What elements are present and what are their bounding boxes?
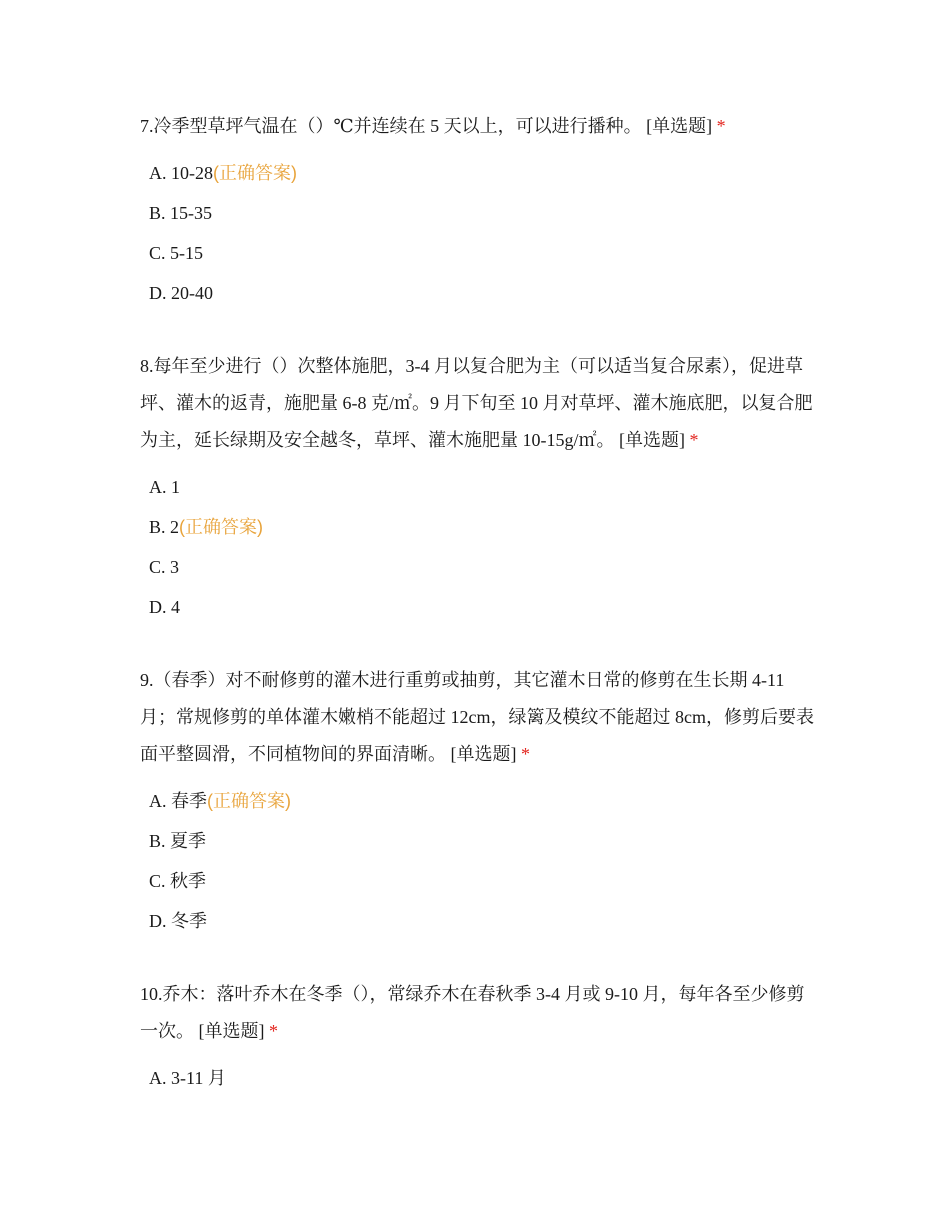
option-label: A. 10-28 [149, 163, 213, 183]
question-8-options [140, 467, 820, 627]
correct-answer-tag: (正确答案) [207, 791, 291, 811]
option-10-a[interactable] [149, 1058, 820, 1098]
question-10-text: 10.乔木：落叶乔木在冬季（），常绿乔木在春秋季 3-4 月或 9-10 月，每年各至少修剪一次。 [140, 984, 805, 1041]
question-9 [140, 662, 820, 941]
option-label: C. 3 [149, 557, 180, 577]
question-10-type: [单选题] [198, 1021, 265, 1041]
required-mark: * [521, 744, 530, 764]
question-7-options [140, 153, 820, 313]
option-label: B. 15-35 [149, 203, 212, 223]
option-7-a[interactable] [149, 153, 820, 193]
question-10 [140, 976, 820, 1098]
question-10-title [140, 976, 820, 1050]
required-mark: * [269, 1021, 278, 1041]
option-label: A. 春季 [149, 791, 207, 811]
option-label: A. 3-11 月 [149, 1068, 226, 1088]
survey-page [140, 108, 820, 1098]
question-8 [140, 348, 820, 627]
option-8-a[interactable] [149, 467, 820, 507]
option-7-b[interactable] [149, 193, 820, 233]
option-label: D. 20-40 [149, 283, 213, 303]
question-7-title [140, 108, 820, 145]
question-8-text: 8.每年至少进行（）次整体施肥，3-4 月以复合肥为主（可以适当复合尿素），促进草坪、灌木的返青，施肥量 6-8 克/㎡。9 月下旬至 10 月对草坪、灌木施底肥，以复合肥为主，延长绿期及安全越冬，草坪、灌木施肥量 10-15g/㎡。 [140, 356, 813, 450]
option-label: B. 2 [149, 517, 180, 537]
option-label: C. 5-15 [149, 243, 203, 263]
question-7-type: [单选题] [646, 116, 713, 136]
option-8-d[interactable] [149, 587, 820, 627]
correct-answer-tag: (正确答案) [213, 163, 297, 183]
option-7-d[interactable] [149, 273, 820, 313]
option-9-a[interactable] [149, 781, 820, 821]
question-9-type: [单选题] [450, 744, 517, 764]
option-label: A. 1 [149, 477, 180, 497]
option-9-c[interactable] [149, 861, 820, 901]
option-8-b[interactable] [149, 507, 820, 547]
question-8-title [140, 348, 820, 459]
correct-answer-tag: (正确答案) [179, 517, 264, 537]
option-7-c[interactable] [149, 233, 820, 273]
option-label: C. 秋季 [149, 871, 207, 891]
question-7-text: 7.冷季型草坪气温在（）℃并连续在 5 天以上，可以进行播种。 [140, 116, 642, 136]
required-mark: * [716, 116, 726, 136]
option-label: D. 4 [149, 597, 180, 617]
question-9-options [140, 781, 820, 941]
option-9-d[interactable] [149, 901, 820, 941]
question-9-title [140, 662, 820, 773]
option-8-c[interactable] [149, 547, 820, 587]
required-mark: * [689, 430, 699, 450]
question-8-type: [单选题] [619, 430, 685, 450]
question-7 [140, 108, 820, 313]
option-label: B. 夏季 [149, 831, 207, 851]
option-label: D. 冬季 [149, 911, 207, 931]
question-10-options [140, 1058, 820, 1098]
question-9-text: 9.（春季）对不耐修剪的灌木进行重剪或抽剪，其它灌木日常的修剪在生长期 4-11 月；常规修剪的单体灌木嫩梢不能超过 12cm，绿篱及模纹不能超过 8cm，修剪后要表面平整圆滑，不同植物间的界面清晰。 [140, 670, 814, 764]
option-9-b[interactable] [149, 821, 820, 861]
